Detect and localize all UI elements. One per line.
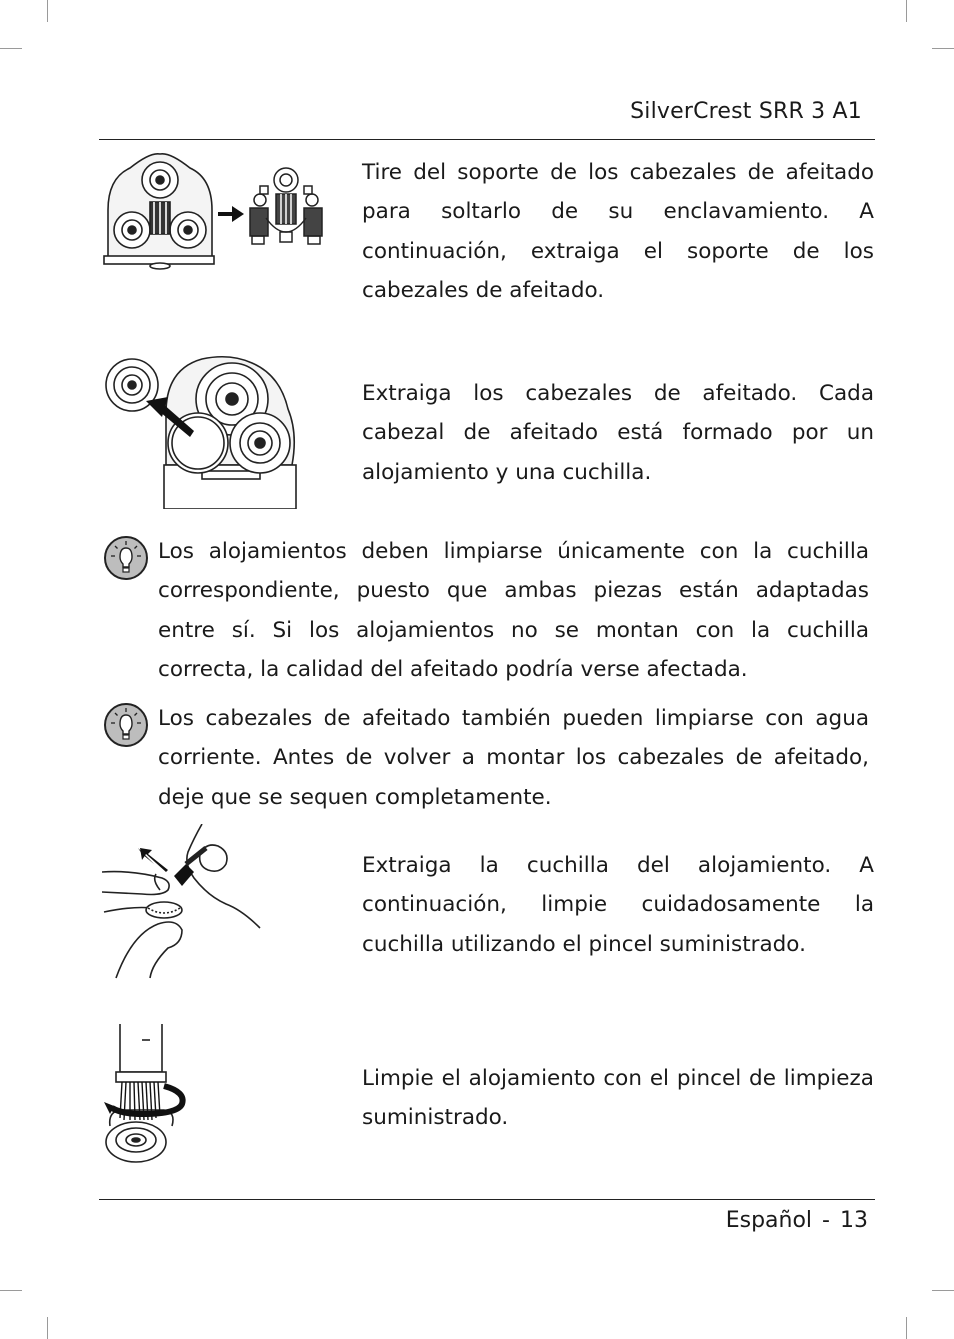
step-2-text: Extraiga los cabezales de afeitado. Cada cabezal de afeitado está formado por un alojamiento y una cuchilla. (362, 381, 874, 485)
crop-mark (906, 1317, 907, 1339)
footer-rule (99, 1199, 875, 1200)
crop-mark (0, 1290, 22, 1291)
figure-shaver-head-holder-removal (100, 150, 332, 270)
page-number: 13 (840, 1208, 868, 1233)
note-1-text: Los alojamientos deben limpiarse únicamente con la cuchilla correspondiente, puesto que ambas piezas están adaptadas entre sí. Si los alojamientos no se montan con la cuchilla correcta, la calidad del afeitado podría verse afectada. (158, 539, 869, 682)
footer-separator: - (822, 1208, 830, 1233)
header-rule (99, 139, 875, 140)
figure-blade-brush-cleaning (102, 824, 262, 984)
step-3-text: Extraiga la cuchilla del alojamiento. A continuación, limpie cuidadosamente la cuchilla utilizando el pincel suministrado. (362, 853, 874, 957)
note-2-text: Los cabezales de afeitado también pueden limpiarse con agua corriente. Antes de volver a montar los cabezales de afeitado, deje que se sequen completamente. (158, 706, 869, 810)
crop-mark (47, 0, 48, 22)
crop-mark (906, 0, 907, 22)
figure-housing-brush-cleaning (102, 1022, 194, 1168)
crop-mark (932, 48, 954, 49)
step-4-text: Limpie el alojamiento con el pincel de limpieza suministrado. (362, 1066, 874, 1131)
crop-mark (0, 48, 22, 49)
page-header-title: SilverCrest SRR 3 A1 (630, 99, 862, 124)
page-footer (726, 1208, 868, 1233)
footer-language: Español (725, 1208, 813, 1233)
step-1-text: Tire del soporte de los cabezales de afeitado para soltarlo de su enclavamiento. A continuación, extraiga el soporte de los cabezales de afeitado. (362, 160, 874, 303)
crop-mark (932, 1290, 954, 1291)
lightbulb-icon (103, 702, 149, 748)
crop-mark (47, 1317, 48, 1339)
lightbulb-icon (103, 535, 149, 581)
figure-shaving-heads-removal (102, 353, 302, 509)
